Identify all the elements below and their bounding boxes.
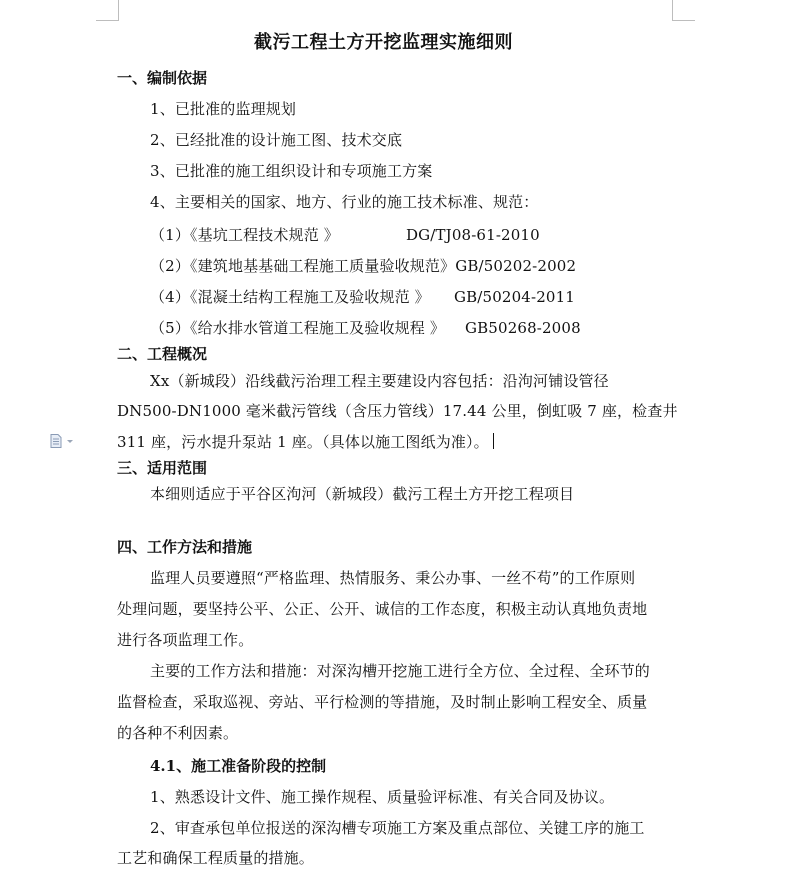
standard-code: GB50268-2008 bbox=[465, 319, 581, 337]
standard-item bbox=[150, 256, 576, 276]
standard-code: DG/TJ08-61-2010 bbox=[406, 226, 540, 244]
standard-name: （4）《混凝土结构工程施工及验收规范 》 bbox=[150, 288, 430, 306]
basis-item-1: 1、已批准的监理规划 bbox=[150, 100, 297, 118]
overview-line-3 bbox=[117, 432, 494, 452]
basis-item-2: 2、已经批准的设计施工图、技术交底 bbox=[150, 131, 403, 149]
text-cursor bbox=[493, 433, 495, 449]
standard-code: GB/50202-2002 bbox=[455, 257, 577, 275]
standard-name: （5）《给水排水管道工程施工及验收规程 》 bbox=[150, 319, 445, 337]
overview-line-1: Xx（新城段）沿线截污治理工程主要建设内容包括：沿泃河铺设管径 bbox=[150, 372, 609, 390]
standard-name: （2）《建筑地基基础工程施工质量验收规范》 bbox=[150, 257, 456, 275]
preparation-item-2-line-1: 2、审查承包单位报送的深沟槽专项施工方案及重点部位、关键工序的施工 bbox=[150, 819, 645, 837]
preparation-item-1: 1、熟悉设计文件、施工操作规程、质量验评标准、有关合同及协议。 bbox=[150, 788, 615, 806]
page-corner-mark-right bbox=[672, 0, 695, 21]
methods-p1-line-1: 监理人员要遵照“严格监理、热情服务、秉公办事、一丝不苟”的工作原则 bbox=[150, 569, 636, 587]
standard-code: GB/50204-2011 bbox=[454, 288, 575, 306]
subsection-heading-preparation: 4.1、施工准备阶段的控制 bbox=[150, 757, 327, 775]
section-heading-methods: 四、工作方法和措施 bbox=[117, 538, 253, 556]
page-corner-mark-left bbox=[96, 0, 119, 21]
document-icon[interactable] bbox=[50, 433, 78, 447]
standard-item bbox=[150, 318, 581, 338]
standard-name: （1）《基坑工程技术规范 》 bbox=[150, 226, 339, 244]
standard-item bbox=[150, 287, 575, 307]
methods-p1-line-3: 进行各项监理工作。 bbox=[117, 631, 254, 649]
document-title: 截污工程土方开挖监理实施细则 bbox=[254, 32, 513, 53]
methods-p1-line-2: 处理问题，要坚持公平、公正、公开、诚信的工作态度，积极主动认真地负责地 bbox=[117, 600, 648, 618]
standard-item bbox=[150, 225, 540, 245]
methods-p2-line-1: 主要的工作方法和措施：对深沟槽开挖施工进行全方位、全过程、全环节的 bbox=[150, 662, 650, 680]
scope-line: 本细则适应于平谷区泃河（新城段）截污工程土方开挖工程项目 bbox=[150, 485, 575, 503]
section-heading-basis: 一、编制依据 bbox=[117, 69, 208, 87]
overview-line-3-text: 311 座，污水提升泵站 1 座。（具体以施工图纸为准）。 bbox=[117, 433, 489, 451]
methods-p2-line-2: 监督检查，采取巡视、旁站、平行检测的等措施，及时制止影响工程安全、质量 bbox=[117, 693, 648, 711]
methods-p2-line-3: 的各种不利因素。 bbox=[117, 724, 239, 742]
section-heading-scope: 三、适用范围 bbox=[117, 459, 208, 477]
overview-line-2: DN500-DN1000 毫米截污管线（含压力管线）17.44 公里，倒虹吸 7 座，检查井 bbox=[117, 402, 678, 420]
basis-item-4: 4、主要相关的国家、地方、行业的施工技术标准、规范： bbox=[150, 193, 539, 211]
basis-item-3: 3、已批准的施工组织设计和专项施工方案 bbox=[150, 162, 433, 180]
preparation-item-2-line-2: 工艺和确保工程质量的措施。 bbox=[117, 849, 314, 867]
section-heading-overview: 二、工程概况 bbox=[117, 345, 208, 363]
